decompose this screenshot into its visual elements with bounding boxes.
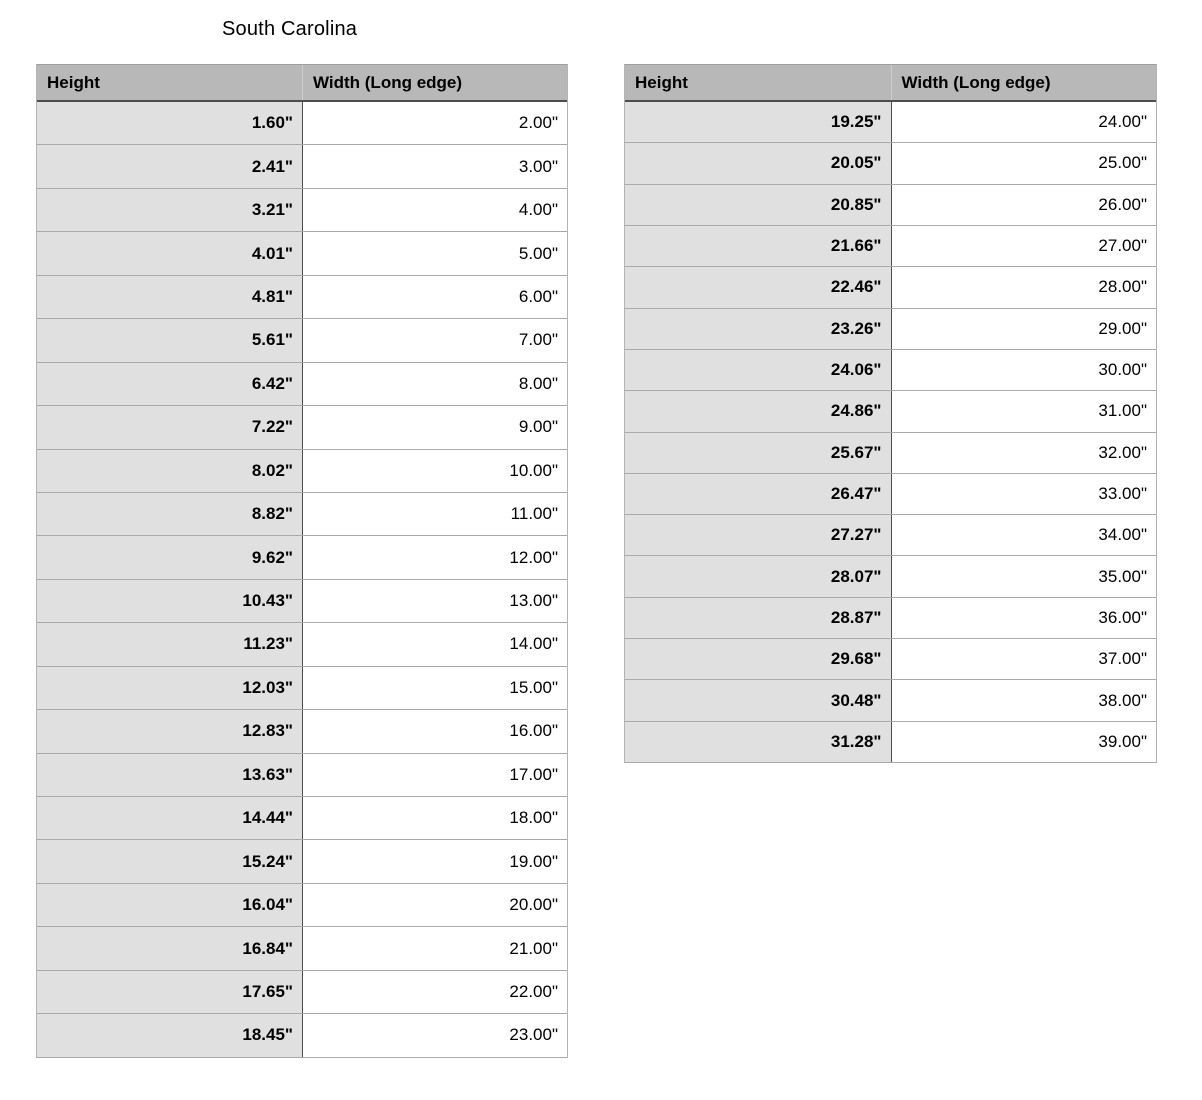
table-header-row [625,64,1156,102]
height-cell: 3.21" [37,189,302,231]
height-cell: 9.62" [37,536,302,578]
width-cell: 11.00" [302,493,567,535]
width-cell: 25.00" [891,143,1157,183]
height-cell: 17.65" [37,971,302,1013]
table-row [625,226,1156,267]
width-cell: 20.00" [302,884,567,926]
width-cell: 30.00" [891,350,1157,390]
height-cell: 8.82" [37,493,302,535]
height-cell: 15.24" [37,840,302,882]
width-cell: 21.00" [302,927,567,969]
size-table-right [624,64,1157,763]
table-row [625,185,1156,226]
table-row [625,598,1156,639]
width-cell: 33.00" [891,474,1157,514]
height-cell: 5.61" [37,319,302,361]
height-cell: 27.27" [625,515,891,555]
height-cell: 7.22" [37,406,302,448]
height-cell: 10.43" [37,580,302,622]
table-row [37,797,567,840]
table-row [37,623,567,666]
table-body [37,102,567,1058]
width-cell: 31.00" [891,391,1157,431]
width-cell: 3.00" [302,145,567,187]
height-cell: 16.84" [37,927,302,969]
width-cell: 12.00" [302,536,567,578]
table-row [625,350,1156,391]
table-row [37,450,567,493]
page-title: South Carolina [222,18,358,40]
table-row [625,143,1156,184]
height-cell: 26.47" [625,474,891,514]
width-cell: 32.00" [891,433,1157,473]
width-cell: 13.00" [302,580,567,622]
table-row [625,639,1156,680]
table-row [625,722,1156,763]
width-cell: 23.00" [302,1014,567,1056]
table-row [37,884,567,927]
width-cell: 38.00" [891,680,1157,720]
width-column-header: Width (Long edge) [302,65,567,100]
height-cell: 4.81" [37,276,302,318]
table-row [625,102,1156,143]
height-cell: 29.68" [625,639,891,679]
height-cell: 12.83" [37,710,302,752]
table-row [625,391,1156,432]
table-row [37,363,567,406]
width-cell: 34.00" [891,515,1157,555]
height-column-header: Height [47,72,100,92]
width-cell: 19.00" [302,840,567,882]
width-cell: 28.00" [891,267,1157,307]
width-column-header: Width (Long edge) [891,65,1157,100]
width-cell: 35.00" [891,556,1157,596]
height-cell: 21.66" [625,226,891,266]
table-row [625,309,1156,350]
table-row [625,556,1156,597]
table-row [37,319,567,362]
width-cell: 24.00" [891,102,1157,142]
height-cell: 24.86" [625,391,891,431]
width-cell: 39.00" [891,722,1157,762]
table-row [37,840,567,883]
table-row [37,710,567,753]
table-row [37,102,567,145]
height-cell: 23.26" [625,309,891,349]
table-row [625,680,1156,721]
height-cell: 1.60" [37,102,302,144]
table-header-row [37,64,567,102]
height-cell: 2.41" [37,145,302,187]
height-cell: 28.07" [625,556,891,596]
table-row [37,189,567,232]
table-row [625,515,1156,556]
table-row [37,580,567,623]
height-cell: 19.25" [625,102,891,142]
height-cell: 13.63" [37,754,302,796]
height-cell: 16.04" [37,884,302,926]
width-cell: 18.00" [302,797,567,839]
height-cell: 14.44" [37,797,302,839]
width-cell: 29.00" [891,309,1157,349]
width-cell: 8.00" [302,363,567,405]
height-cell: 11.23" [37,623,302,665]
height-column-header: Height [635,72,688,92]
height-cell: 18.45" [37,1014,302,1056]
table-row [37,232,567,275]
table-row [37,1014,567,1057]
width-cell: 27.00" [891,226,1157,266]
height-cell: 8.02" [37,450,302,492]
width-cell: 6.00" [302,276,567,318]
width-cell: 9.00" [302,406,567,448]
height-cell: 6.42" [37,363,302,405]
table-row [37,406,567,449]
table-row [37,493,567,536]
width-cell: 15.00" [302,667,567,709]
table-row [37,754,567,797]
width-cell: 5.00" [302,232,567,274]
height-cell: 4.01" [37,232,302,274]
table-row [37,927,567,970]
height-cell: 22.46" [625,267,891,307]
width-cell: 2.00" [302,102,567,144]
width-cell: 22.00" [302,971,567,1013]
width-cell: 4.00" [302,189,567,231]
table-row [37,145,567,188]
table-row [37,971,567,1014]
width-cell: 14.00" [302,623,567,665]
width-cell: 26.00" [891,185,1157,225]
height-cell: 12.03" [37,667,302,709]
size-table-left [36,64,568,1058]
table-row [625,474,1156,515]
table-row [37,667,567,710]
width-cell: 37.00" [891,639,1157,679]
table-row [625,433,1156,474]
table-row [625,267,1156,308]
height-cell: 25.67" [625,433,891,473]
height-cell: 24.06" [625,350,891,390]
width-cell: 17.00" [302,754,567,796]
height-cell: 28.87" [625,598,891,638]
width-cell: 16.00" [302,710,567,752]
height-cell: 31.28" [625,722,891,762]
height-cell: 30.48" [625,680,891,720]
width-cell: 10.00" [302,450,567,492]
table-row [37,276,567,319]
width-cell: 36.00" [891,598,1157,638]
height-cell: 20.05" [625,143,891,183]
table-body [625,102,1156,763]
width-cell: 7.00" [302,319,567,361]
height-cell: 20.85" [625,185,891,225]
table-row [37,536,567,579]
